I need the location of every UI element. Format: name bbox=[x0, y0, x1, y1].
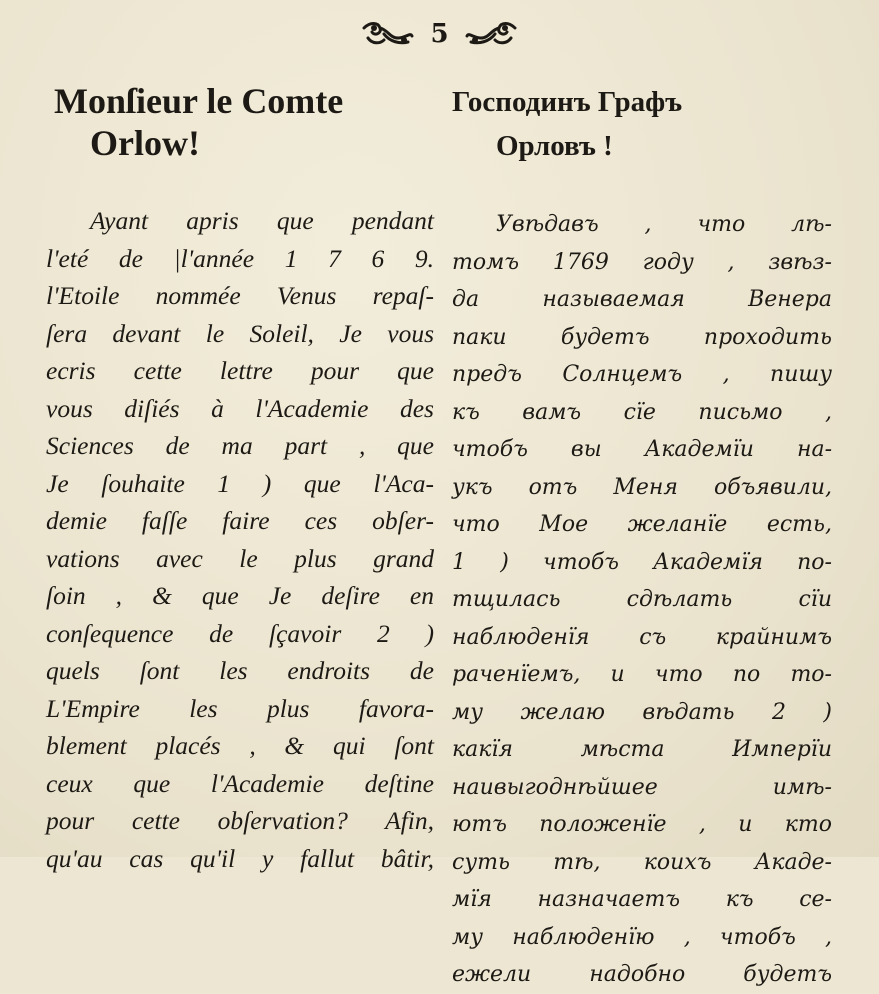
page-number: 5 bbox=[430, 19, 449, 49]
french-salutation bbox=[46, 80, 434, 164]
text-line: vous diſiés à l'Academie des bbox=[46, 393, 434, 423]
text-line: укъ отъ Меня объявили, bbox=[452, 474, 832, 500]
text-line: conſequence de ſçavoir 2 ) bbox=[46, 618, 434, 648]
russian-title-line: Орловъ ! bbox=[496, 130, 613, 162]
text-line: чтобъ вы Академїи на- bbox=[452, 437, 832, 462]
fleuron-right-icon bbox=[463, 20, 519, 48]
text-line: паки будетъ проходить bbox=[452, 324, 832, 350]
text-line: Ayant apris que pendant bbox=[90, 206, 434, 235]
text-line: наивыгоднѣйшее имѣ- bbox=[452, 774, 832, 800]
page-header bbox=[0, 14, 879, 54]
text-line: qu'au cas qu'il y fallut bâtir, bbox=[46, 843, 434, 873]
text-line: какїя мѣста Имперїи bbox=[452, 737, 832, 762]
text-line: Увѣдавъ , что лѣ- bbox=[496, 212, 832, 237]
text-line: ежели надобно будетъ bbox=[452, 962, 832, 987]
text-line: 1 ) чтобъ Академїя по- bbox=[452, 549, 832, 575]
text-line: предъ Солнцемъ , пишу bbox=[452, 362, 832, 387]
text-line: наблюденїя съ крайнимъ bbox=[452, 624, 832, 650]
russian-salutation bbox=[452, 80, 832, 168]
french-column bbox=[46, 80, 434, 877]
russian-column bbox=[452, 80, 832, 994]
russian-title-line: Господинъ Графъ bbox=[452, 86, 683, 118]
text-line: l'Etoile nommée Venus repaſ- bbox=[46, 281, 434, 310]
text-line: суть тѣ, коихъ Акаде- bbox=[452, 849, 832, 875]
fleuron-left-icon bbox=[360, 20, 416, 48]
text-line: l'eté de |l'année 1 7 6 9. bbox=[46, 243, 434, 273]
text-line: мїя назначаетъ къ се- bbox=[452, 887, 832, 912]
text-line: тщилась сдѣлать сїи bbox=[452, 587, 832, 612]
russian-text bbox=[452, 206, 832, 994]
text-line: къ вамъ сїе письмо , bbox=[452, 399, 832, 425]
text-line: ſera devant le Soleil, Je vous bbox=[46, 318, 434, 348]
text-line: ютъ положенїе , и кто bbox=[452, 812, 832, 837]
text-line: blement placés , & qui ſont bbox=[46, 731, 434, 760]
text-line: quels ſont les endroits de bbox=[46, 656, 434, 685]
french-title-line: Monſieur le Comte bbox=[54, 81, 344, 121]
text-line: demie faſſe faire ces obſer- bbox=[46, 506, 434, 535]
text-line: Sciences de ma part , que bbox=[46, 431, 434, 460]
text-line: му наблюденїю , чтобъ , bbox=[452, 924, 832, 950]
text-line: pour cette obſervation? Afin, bbox=[46, 806, 434, 835]
text-line: томъ 1769 году , звѣз- bbox=[452, 249, 832, 275]
text-line: ecris cette lettre pour que bbox=[46, 356, 434, 385]
text-line: раченїемъ, и что по то- bbox=[452, 662, 832, 687]
text-line: Je ſouhaite 1 ) que l'Aca- bbox=[46, 468, 434, 498]
text-line: ceux que l'Academie deſtine bbox=[46, 768, 434, 798]
text-line: да называемая Венера bbox=[452, 287, 832, 312]
text-line: что Мое желанїе есть, bbox=[452, 512, 832, 537]
french-title-line: Orlow! bbox=[90, 123, 200, 163]
text-line: му желаю вѣдать 2 ) bbox=[452, 699, 832, 725]
text-line: L'Empire les plus favora- bbox=[46, 693, 434, 723]
text-line: vations avec le plus grand bbox=[46, 543, 434, 573]
text-line: ſoin , & que Je deſire en bbox=[46, 581, 434, 610]
french-text bbox=[46, 202, 434, 877]
